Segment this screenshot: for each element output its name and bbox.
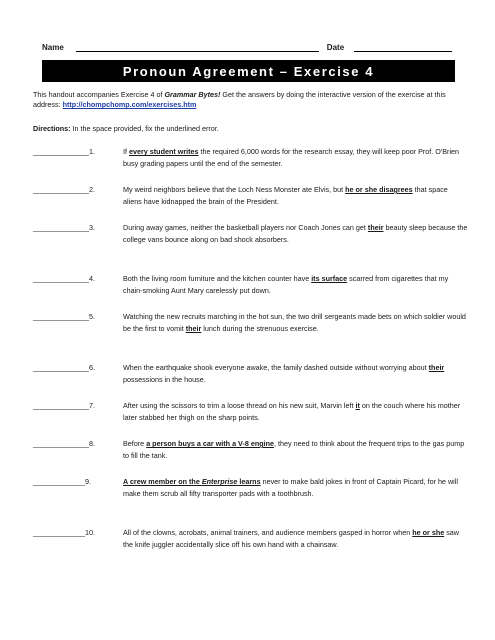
exercise-item-6 bbox=[33, 362, 473, 386]
item-text-6: When the earthquake shook everyone awake, the family dashed outside without worrying about their possessions in the house. bbox=[123, 363, 445, 384]
underlined-error: their bbox=[185, 324, 202, 333]
exercise-item-4 bbox=[33, 273, 473, 297]
item-text-3: During away games, neither the basketball players nor Coach Jones can get their beauty sleep because the college vans bounce along on bad shock absorbers. bbox=[123, 223, 468, 244]
item-text-2: My weird neighbors believe that the Loch Ness Monster ate Elvis, but he or she disagrees that space aliens have kidnapped the brain of the President. bbox=[123, 185, 448, 206]
answer-blank-10[interactable]: _____________10. bbox=[33, 528, 95, 537]
exercise-link[interactable]: http://chompchomp.com/exercises.htm bbox=[62, 100, 197, 109]
exercise-item-7 bbox=[33, 400, 473, 424]
item-text-7: After using the scissors to trim a loose thread on his new suit, Marvin left it on the couch where his mother later stabbed her thigh on the sharp points. bbox=[123, 401, 461, 422]
intro-paragraph bbox=[33, 90, 473, 110]
answer-blank-8[interactable]: ______________8. bbox=[33, 439, 95, 448]
date-label: Date bbox=[326, 43, 345, 52]
exercise-item-10 bbox=[33, 527, 473, 551]
directions bbox=[33, 124, 473, 134]
directions-text: In the space provided, fix the underlined error. bbox=[70, 124, 219, 133]
underlined-error: he or she disagrees bbox=[345, 185, 413, 194]
item-text-4: Both the living room furniture and the kitchen counter have its surface scarred from cigarettes that my chain-smoking Aunt Mary carelessly put down. bbox=[123, 274, 449, 295]
underlined-error: their bbox=[428, 363, 445, 372]
exercise-item-5 bbox=[33, 311, 473, 335]
underlined-error: a person buys a car with a V-8 engine bbox=[146, 439, 275, 448]
answer-blank-2[interactable]: ______________2. bbox=[33, 185, 95, 194]
answer-blank-3[interactable]: ______________3. bbox=[33, 223, 95, 232]
answer-blank-7[interactable]: ______________7. bbox=[33, 401, 95, 410]
underlined-error: it bbox=[355, 401, 360, 410]
answer-blank-1[interactable]: ______________1. bbox=[33, 147, 95, 156]
underlined-error: its surface bbox=[311, 274, 348, 283]
exercise-item-9 bbox=[33, 476, 473, 500]
answer-blank-9[interactable]: _____________9. bbox=[33, 477, 91, 486]
directions-label: Directions: bbox=[33, 124, 71, 133]
underlined-error: A crew member on the Enterprise learns bbox=[123, 477, 261, 486]
underlined-error: he or she bbox=[412, 528, 445, 537]
date-field[interactable] bbox=[354, 42, 452, 52]
item-text-9: A crew member on the Enterprise learns never to make bald jokes in front of Captain Picard, for he will make them scrub all fifty transporter pads with a toothbrush. bbox=[123, 477, 458, 498]
item-text-8: Before a person buys a car with a V-8 engine, they need to think about the frequent trips to the gas pump to fill the tank. bbox=[123, 439, 465, 460]
item-text-10: All of the clowns, acrobats, animal trainers, and audience members gasped in horror when he or she saw the knife juggler accidentally slice off his own hand with a chainsaw. bbox=[123, 528, 459, 549]
answer-blank-6[interactable]: ______________6. bbox=[33, 363, 95, 372]
name-date-row bbox=[42, 38, 457, 52]
name-label: Name bbox=[42, 43, 64, 52]
book-title: Grammar Bytes! bbox=[164, 90, 221, 99]
item-text-5: Watching the new recruits marching in the hot sun, the two drill sergeants made bets on which soldier would be the first to vomit their lunch during the strenuous exercise. bbox=[123, 312, 466, 333]
underlined-error: their bbox=[367, 223, 384, 232]
exercise-item-1 bbox=[33, 146, 473, 170]
intro-text-2: Get the answers by doing the interactive version of the exercise at this address: bbox=[33, 90, 446, 109]
answer-blank-4[interactable]: ______________4. bbox=[33, 274, 95, 283]
underlined-error: every student writes bbox=[129, 147, 199, 156]
intro-text-1: This handout accompanies Exercise 4 of bbox=[33, 90, 165, 99]
exercise-item-2 bbox=[33, 184, 473, 208]
answer-blank-5[interactable]: ______________5. bbox=[33, 312, 95, 321]
item-text-1: If every student writes the required 6,000 words for the research essay, they will keep poor Prof. O'Brien busy grading papers until the end of the semester. bbox=[123, 147, 460, 168]
name-field[interactable] bbox=[76, 42, 319, 52]
exercise-item-8 bbox=[33, 438, 473, 462]
exercise-item-3 bbox=[33, 222, 473, 246]
page-title: Pronoun Agreement – Exercise 4 bbox=[42, 60, 455, 82]
